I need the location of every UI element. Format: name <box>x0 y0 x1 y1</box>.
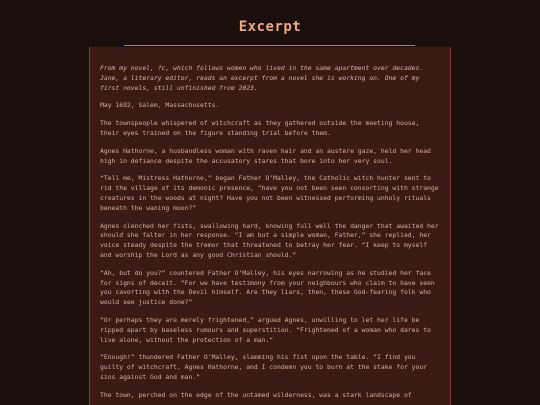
excerpt-content <box>100 64 442 405</box>
paragraph: Agnes Hathorne, a husbandless woman with raven hair and an austere gaze, held her head high in defiance despite the accusatory stares that bore into her very soul. <box>100 146 431 165</box>
paragraph: “Ah, but do you?” countered Father O’Malley, his eyes narrowing as he studied her face for signs of deceit. “For we have testimony from your neighbours who claim to have seen you cavorting with the Devil himself. Are they liars, then, these God-fearing folk who would see justice done?” <box>100 268 435 307</box>
page-title: Excerpt <box>238 19 302 35</box>
paragraph: “Enough!” thundered Father O’Malley, slamming his fist upon the table. “I find you guilty of witchcraft, Agnes Hathorne, and I condemn you to burn at the stake for your sins against God and man.” <box>100 353 428 381</box>
paragraph: The townspeople whispered of witchcraft as they gathered outside the meeting house, their eyes trained on the figure standing trial before them. <box>100 119 420 137</box>
paragraph: “Or perhaps they are merely frightened,” argued Agnes, unwilling to let her life be ripped apart by baseless rumours and superstition. “Frightened of a woman who dares to live alone, without the protection of a man.” <box>100 315 431 344</box>
intro-note: From my novel, ?c, which follows women who lived in the same apartment over decades. Jane, a literary editor, reads an excerpt from a novel she is working on. One of my first novels, still unfinished from 2023. <box>100 64 424 92</box>
dateline: May 1692, Salem, Massachusetts. <box>100 101 220 110</box>
title-divider <box>124 45 415 46</box>
paragraph: “Tell me, Mistress Hathorne,” began Father O’Malley, the Catholic witch hunter sent to rid the village of its demonic presence, “have you not been seen consorting with strange creatures in the woods at night? Have you not been witnessed performing unholy rituals beneath the waning moon?” <box>100 174 439 212</box>
paragraph: Agnes clenched her fists, swallowing hard, knowing full well the danger that awaited her should she falter in her response. “I am but a simple woman, Father,” she replied, her voice steady despite the tremor that threatened to betray her fear. “I keep to myself and worship the Lord as any good Christian should.” <box>100 221 439 259</box>
paragraph: The town, perched on the edge of the untamed wilderness, was a stark landscape of <box>100 390 412 399</box>
